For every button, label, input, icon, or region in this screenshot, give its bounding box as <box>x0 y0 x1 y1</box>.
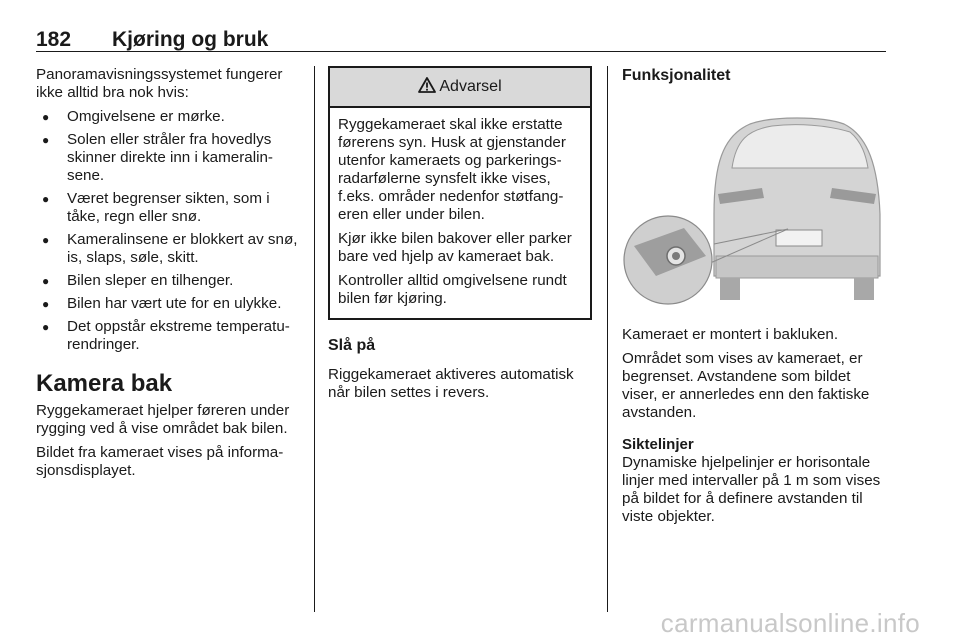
header-rule <box>36 51 886 52</box>
condition-list <box>36 108 302 354</box>
paragraph: Kameraet er montert i bakluken. <box>622 326 839 343</box>
paragraph: Riggekameraet aktiveres automatisk når bilen settes i revers. <box>328 366 574 401</box>
warning-header <box>330 68 590 108</box>
column-divider <box>314 66 315 612</box>
warning-paragraph: Kjør ikke bilen bakover eller parker bare ved hjelp av kameraet bak. <box>338 230 572 265</box>
list-item: ● Solen eller stråler fra hovedlys skinner direkte inn i kameralin-sene. <box>36 131 302 185</box>
subheading-siktelinjer: Siktelinjer <box>622 436 694 453</box>
section-heading-funksjonalitet: Funksjonalitet <box>622 67 731 84</box>
column-middle <box>328 66 592 408</box>
watermark: carmanualsonline.info <box>660 608 920 638</box>
column-divider <box>607 66 608 612</box>
warning-paragraph: Ryggekameraet skal ikke erstatte førerens syn. Husk at gjenstander utenfor kameraets og parkerings-radarfølerne synsfelt ikke vises, f.eks. områder nedenfor støtfang-eren eller under bilen. <box>338 116 566 223</box>
column-left <box>36 66 302 486</box>
page-number: 182 <box>36 28 72 51</box>
list-item: ● Bilen har vært ute for en ulykke. <box>36 295 302 313</box>
page-header <box>36 22 886 50</box>
warning-box <box>328 66 592 320</box>
column-right <box>622 66 888 532</box>
paragraph: Ryggekameraet hjelper føreren under rygging ved å vise området bak bilen. <box>36 402 290 437</box>
chapter-title: Kjøring og bruk <box>112 28 269 51</box>
list-item: ● Bilen sleper en tilhenger. <box>36 272 302 290</box>
warning-body <box>330 108 590 318</box>
warning-paragraph: Kontroller alltid omgivelsene rundt bilen før kjøring. <box>338 272 567 307</box>
list-item: ● Været begrenser sikten, som i tåke, regn eller snø. <box>36 190 302 226</box>
rear-camera-illustration <box>622 96 886 306</box>
list-item: ● Det oppstår ekstreme temperatu-rendringer. <box>36 318 302 354</box>
list-item: ● Kameralinsene er blokkert av snø, is, slaps, søle, skitt. <box>36 231 302 267</box>
warning-title: Advarsel <box>439 78 502 95</box>
warning-triangle-icon <box>418 68 436 106</box>
list-item: ● Omgivelsene er mørke. <box>36 108 302 126</box>
intro-text: Panoramavisningssystemet fungerer ikke alltid bra nok hvis: <box>36 66 283 101</box>
paragraph: Bildet fra kameraet vises på informa-sjonsdisplayet. <box>36 444 284 479</box>
section-heading-sla-pa: Slå på <box>328 337 376 354</box>
paragraph: Området som vises av kameraet, er begrenset. Avstandene som bildet viser, er annerledes enn den faktiske avstanden. <box>622 350 870 421</box>
paragraph: Dynamiske hjelpelinjer er horisontale linjer med intervaller på 1 m som vises på bildet for å definere avstanden til viste objekter. <box>622 454 881 525</box>
section-heading-kamera-bak: Kamera bak <box>36 370 173 397</box>
